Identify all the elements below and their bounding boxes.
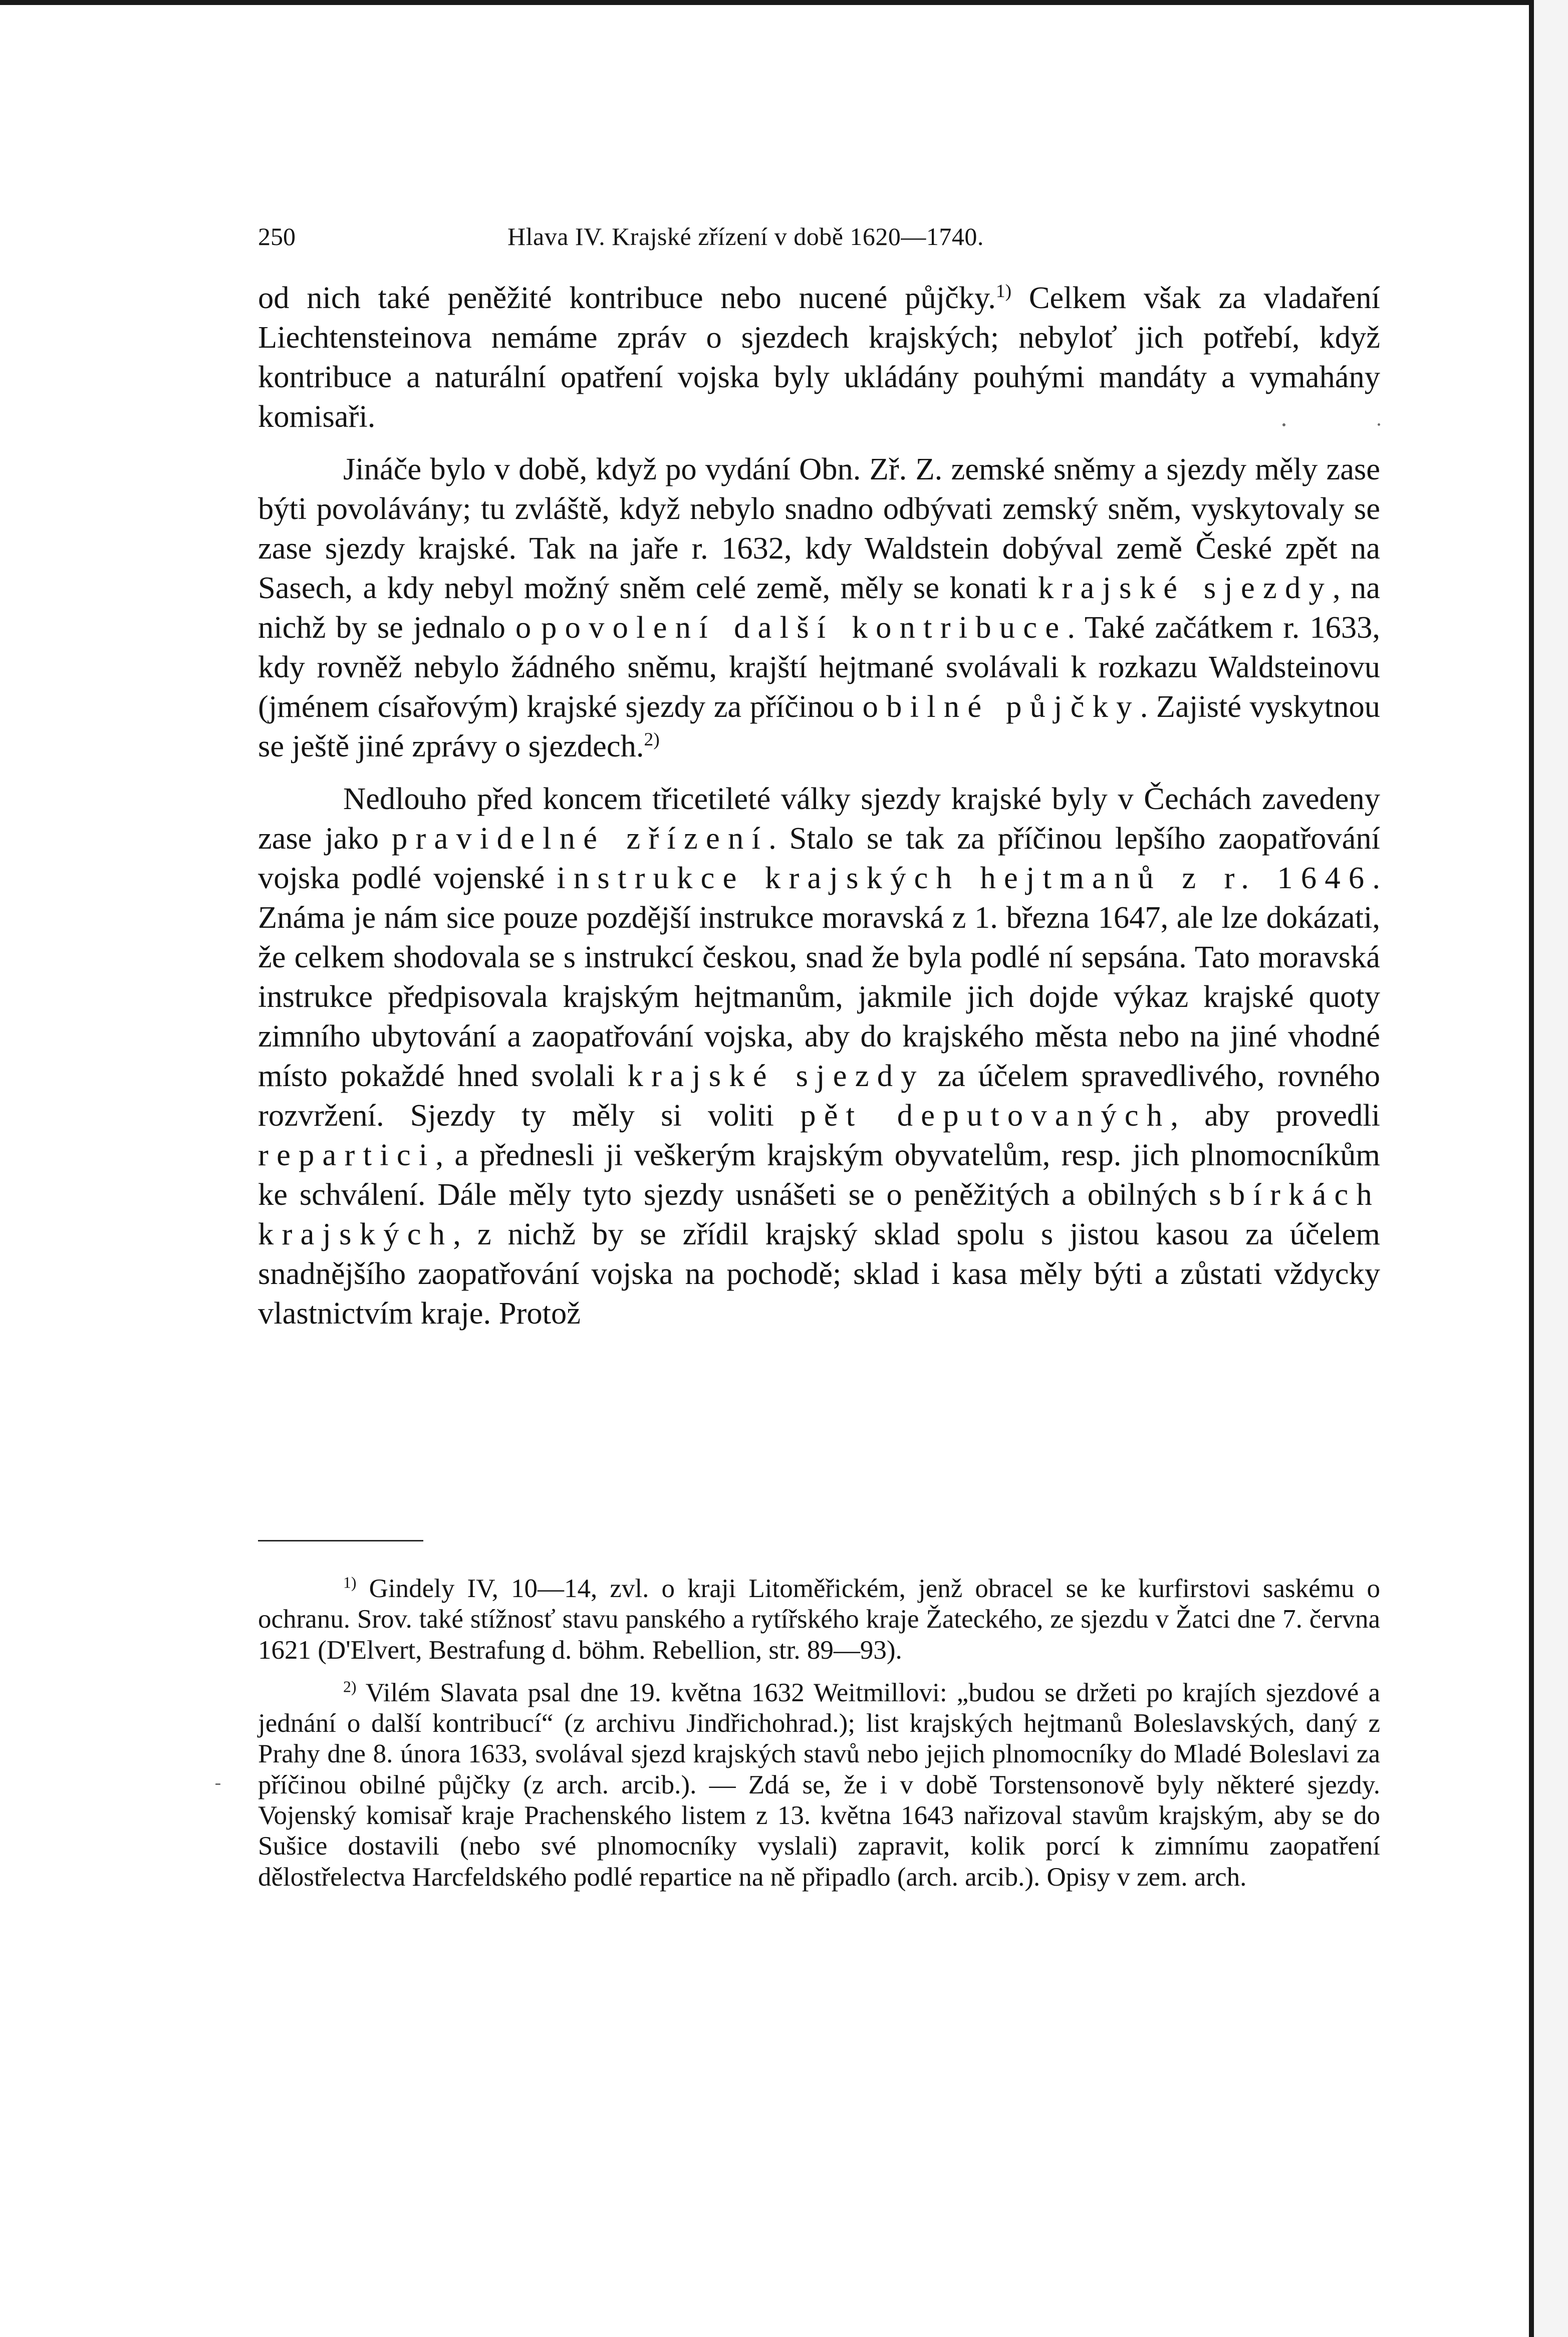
footnote-text: Vilém Slavata psal dne 19. května 1632 Weitmillovi: „budou se držeti po krajích sjezdové a jednání o další kontribucí“ (z archivu Jindřichohrad.); list krajských hejtmanů Boleslavských, daný z Prahy dne 8. února 1633, svolával sjezd krajských stavů nebo jejich plnomocníky do Mladé Boleslavi za příčinou obilné půjčky (z arch. arcib.). — Zdá se, že i v době Torstensonově byly některé sjezdy. Vojenský komisař kraje Prachenského listem z 13. května 1643 nařizoval stavům krajským, aby se do Sušice dostavili (nebo své plnomocníky vyslali) zapravit, kolik porcí k zimnímu zaopatření dělostřelectva Harcfeldského podlé repartice na ně připadlo (arch. arcib.). Opisy v zem. arch. — [258, 1678, 1380, 1892]
footnote-1 — [258, 1574, 1380, 1666]
footnote-2 — [258, 1678, 1380, 1893]
text-run: , a přednesli ji veškerým krajským obyvatelům, resp. jich plnomocníkům ke schválení. Dále měly tyto sjezdy usnášeti se o peněžitých a obilných — [258, 1137, 1380, 1212]
text-run: . Zajisté vyskytnou se ještě jiné zprávy o sjezdech. — [258, 689, 1380, 763]
scan-edge-strip — [1534, 0, 1568, 2337]
page-header — [258, 216, 1395, 256]
spaced-emphasis: pět deputovaných — [800, 1098, 1171, 1133]
spaced-emphasis: krajské sjezdy — [627, 1058, 925, 1093]
text-run: , na nichž by se jednalo o — [258, 570, 1380, 645]
paragraph-2 — [258, 449, 1380, 766]
text-run: . Také začátkem r. 1633, kdy rovněž nebylo žádného sněmu, krajští hejtmané svolávali k rozkazu Waldsteinovu (jménem císařovým) krajské sjezdy za příčinou — [258, 610, 1381, 724]
footnote-mark: 1) — [343, 1574, 357, 1592]
footnotes — [258, 1574, 1380, 1893]
text-run: za účelem spravedlivého, rovného rozvržení. Sjezdy ty měly si voliti — [258, 1058, 1380, 1133]
running-title: Hlava IV. Krajské zřízení v době 1620—1740. — [507, 222, 984, 250]
spaced-emphasis: sbírkách krajských — [258, 1177, 1380, 1251]
spaced-emphasis: obilné půjčky — [862, 689, 1140, 724]
scan-border-right — [1529, 0, 1534, 2337]
paragraph-1 — [258, 278, 1380, 436]
page-number: 250 — [258, 222, 296, 250]
footnote-ref-1: 1) — [995, 281, 1012, 302]
spaced-emphasis: pravidelné zřízení — [391, 821, 769, 856]
spaced-emphasis: instrukce krajských hejtmanů z r. 1646 — [557, 860, 1373, 895]
text-run: , aby provedli — [1170, 1098, 1380, 1133]
text-run: . Známa je nám sice pouze pozdější instrukce moravská z 1. března 1647, ale lze dokázati, že celkem shodovala se s instrukcí českou, snad že byla podlé ní sepsána. Tato moravská instrukce předpisovala krajským hejtmanům, jakmile jich dojde výkaz krajské quoty zimního ubytování a zaopatřování vojska, aby do krajského města nebo na jiné vhodné místo pokaždé hned svolali — [258, 860, 1380, 1093]
spaced-emphasis: krajské sjezdy — [1037, 570, 1333, 605]
text-run: Celkem však za vladaření Liechtensteinova nemáme zpráv o sjezdech krajských; nebyloť jich potřebí, když kontribuce a naturální opatření vojska byly ukládány pouhými mandáty a vymahány komisaři. — [258, 280, 1380, 434]
spaced-emphasis: povolení další kontribuce — [541, 610, 1068, 645]
footnote-mark: 2) — [343, 1678, 357, 1696]
text-run: . Stalo se tak za příčinou lepšího zaopatřování vojska podlé vojenské — [258, 821, 1381, 895]
text-run: Jináče bylo v době, když po vydání Obn. Zř. Z. zemské sněmy a sjezdy měly zase býti povolávány; tu zvláště, když nebylo snadno odbývati zemský sněm, vyskytovaly se zase sjezdy krajské. Tak na jaře r. 1632, kdy Waldstein dobýval země České zpět na Sasech, a kdy nebyl možný sněm celé země, měly se konati — [258, 451, 1380, 605]
main-text — [258, 278, 1380, 1333]
paragraph-3 — [258, 779, 1380, 1333]
scan-border-top — [0, 0, 1533, 5]
spaced-emphasis: repartici — [258, 1137, 436, 1172]
text-run: od nich také peněžité kontribuce nebo nucené půjčky. — [258, 280, 996, 315]
footnote-separator — [258, 1540, 423, 1541]
text-run: , z nichž by se zřídil krajský sklad spolu s jistou kasou za účelem snadnějšího zaopatřování vojska na pochodě; sklad i kasa měly býti a zůstati vždycky vlastnictvím kraje. Protož — [258, 1216, 1380, 1331]
footnote-ref-2: 2) — [644, 729, 660, 750]
text-run: Nedlouho před koncem třicetileté války sjezdy krajské byly v Čechách zavedeny zase jako — [258, 781, 1380, 856]
footnote-text: Gindely IV, 10—14, zvl. o kraji Litoměřickém, jenž obracel se ke kurfirstovi saskému o ochranu. Srov. také stížnosť stavu panského a rytířského kraje Žateckého, ze sjezdu v Žatci dne 7. června 1621 (D'Elvert, Bestrafung d. böhm. Rebellion, str. 89—93). — [258, 1574, 1380, 1665]
